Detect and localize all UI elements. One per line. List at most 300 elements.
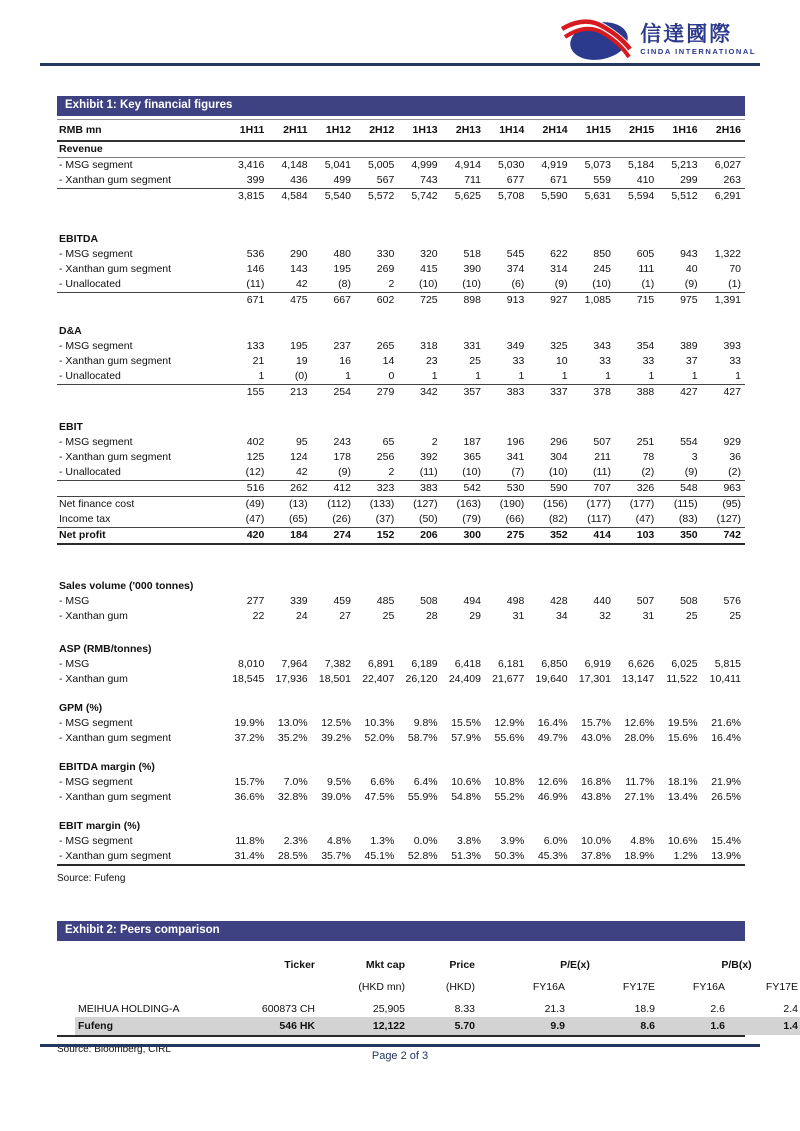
cell: 33 <box>729 355 741 367</box>
cell <box>355 420 398 435</box>
cell: 25 <box>729 610 741 622</box>
cell: 415 <box>420 263 438 275</box>
cell: 1H12 <box>312 120 355 142</box>
cell: 25 <box>685 610 698 622</box>
cell <box>398 141 441 158</box>
table-row <box>57 849 745 865</box>
cell: 213 <box>268 385 311 401</box>
cell <box>702 232 745 247</box>
cell: 546 HK <box>205 1017 325 1035</box>
cell: 211 <box>594 451 611 463</box>
cell: (6) <box>511 278 525 290</box>
row-label: - Xanthan gum segment <box>59 791 172 803</box>
cell: 13.9% <box>711 850 741 862</box>
table-row <box>57 385 745 401</box>
cell: 12.5% <box>321 717 351 729</box>
cell: (10) <box>592 278 611 290</box>
cell <box>615 579 658 594</box>
cell: (127) <box>716 513 741 525</box>
cell: 4,148 <box>281 159 308 171</box>
cell <box>398 760 441 775</box>
cell: 125 <box>246 451 265 463</box>
cell <box>615 420 658 435</box>
cell <box>572 701 615 716</box>
cell: 70 <box>729 263 741 275</box>
cell <box>528 642 571 657</box>
row-label: - Xanthan gum <box>59 673 128 685</box>
row-label: - MSG segment <box>59 340 133 352</box>
cell <box>528 579 571 594</box>
cell: 516 <box>225 481 268 497</box>
cell: 55.6% <box>494 732 525 744</box>
table-row <box>57 204 745 232</box>
cell <box>442 232 485 247</box>
cell: (117) <box>587 513 611 525</box>
cell: 18.9% <box>624 850 655 862</box>
cell: 4.8% <box>630 835 655 847</box>
cell <box>572 324 615 339</box>
cell: (83) <box>678 513 698 525</box>
cell: 15.6% <box>667 732 698 744</box>
cell: 206 <box>398 528 441 545</box>
cell <box>57 400 745 420</box>
cell <box>57 805 745 819</box>
cell: 383 <box>485 385 528 401</box>
cell: 1 <box>735 370 741 382</box>
cell: 508 <box>420 595 438 607</box>
cell: 15.7% <box>581 717 611 729</box>
cell: 78 <box>642 451 655 463</box>
cell: 237 <box>333 340 351 352</box>
cell: 499 <box>333 174 351 186</box>
table-row <box>57 465 745 481</box>
cell <box>442 642 485 657</box>
cell: 43.8% <box>581 791 611 803</box>
cell: 33 <box>512 355 525 367</box>
cell: 428 <box>550 595 568 607</box>
cell: 37.8% <box>581 850 611 862</box>
row-label: Fufeng <box>75 1017 205 1035</box>
cell: 1H16 <box>658 120 701 142</box>
cell: 536 <box>246 248 265 260</box>
cell: 184 <box>268 528 311 545</box>
cell <box>702 420 745 435</box>
cell: 21.3 <box>544 1003 565 1015</box>
cinda-logo-icon <box>561 16 633 64</box>
cell <box>355 324 398 339</box>
cell: 567 <box>376 174 395 186</box>
table-row <box>57 834 745 849</box>
cell: 323 <box>355 481 398 497</box>
cell: 545 <box>506 248 525 260</box>
cell: 2.4 <box>783 1003 799 1015</box>
cell <box>268 420 311 435</box>
cell: 5.70 <box>415 1017 485 1035</box>
cell: 342 <box>398 385 441 401</box>
cell <box>205 979 325 1001</box>
cell: 21.6% <box>711 717 741 729</box>
footer-rule <box>40 1044 760 1047</box>
exhibit1-title-banner: Exhibit 1: Key financial figures <box>57 96 745 116</box>
cell: 5,005 <box>368 159 395 171</box>
cell <box>485 579 528 594</box>
cell: 390 <box>463 263 481 275</box>
cell: 245 <box>593 263 611 275</box>
cell: (47) <box>635 513 655 525</box>
row-label: - Unallocated <box>59 466 121 478</box>
cell: (49) <box>245 498 265 510</box>
cell: (66) <box>505 513 525 525</box>
cell: 111 <box>638 263 655 275</box>
cell: 195 <box>333 263 351 275</box>
table-row <box>57 609 745 624</box>
row-label: - Xanthan gum segment <box>59 451 172 463</box>
cell: 5,213 <box>671 159 698 171</box>
table-row <box>57 420 745 435</box>
cell: 16.4% <box>711 732 741 744</box>
cell: 18,501 <box>318 673 351 685</box>
cell: 195 <box>290 340 308 352</box>
cell: 412 <box>312 481 355 497</box>
cell: 8.6 <box>575 1017 665 1035</box>
cell: 388 <box>615 385 658 401</box>
cell <box>615 141 658 158</box>
cell: 7.0% <box>283 776 308 788</box>
cell <box>312 819 355 834</box>
cell <box>572 579 615 594</box>
cell: (11) <box>593 466 611 478</box>
table-row <box>57 497 745 513</box>
cell: 10,411 <box>709 673 741 685</box>
cell: 269 <box>376 263 395 275</box>
row-label: EBITDA <box>59 233 99 245</box>
cell: 1.2% <box>673 850 698 862</box>
cell: 1.6 <box>665 1017 735 1035</box>
cell: 6,919 <box>584 658 611 670</box>
cell: 6,025 <box>671 658 698 670</box>
cell: 15.4% <box>711 835 741 847</box>
row-label: - MSG segment <box>59 776 133 788</box>
cell: 39.2% <box>321 732 351 744</box>
cell: 9.9 <box>485 1017 575 1035</box>
cell: 743 <box>420 174 438 186</box>
table-row <box>57 716 745 731</box>
cell: 299 <box>680 174 698 186</box>
cell: 275 <box>485 528 528 545</box>
cell: 12.9% <box>494 717 525 729</box>
cell: Price <box>449 959 475 971</box>
peers-table-wrap <box>57 943 799 1037</box>
cell: 25 <box>469 355 481 367</box>
cell: Mkt cap <box>365 959 405 971</box>
table-row <box>57 579 745 594</box>
cell: 277 <box>246 595 265 607</box>
row-label <box>75 979 205 1001</box>
table-row <box>57 760 745 775</box>
cell: 605 <box>636 248 655 260</box>
cell: 11.7% <box>625 776 655 788</box>
cell: (10) <box>548 466 568 478</box>
cell: FY16A <box>692 981 726 993</box>
cell <box>312 232 355 247</box>
table-row <box>57 687 745 701</box>
cell: FY17E <box>622 981 656 993</box>
table-row <box>75 1017 800 1035</box>
cell: 542 <box>442 481 485 497</box>
cell <box>57 308 745 324</box>
cell: FY16A <box>532 981 565 993</box>
cell: 2 <box>388 466 395 478</box>
cell <box>57 624 745 642</box>
cell: 927 <box>528 293 571 309</box>
row-label: - Xanthan gum segment <box>59 850 172 862</box>
cell <box>398 819 441 834</box>
cell: 440 <box>593 595 611 607</box>
cell: 35.2% <box>277 732 308 744</box>
cell <box>442 819 485 834</box>
cell: (10) <box>462 466 481 478</box>
cell: 52.8% <box>407 850 438 862</box>
cell: 1 <box>605 370 611 382</box>
cell: 943 <box>680 248 698 260</box>
cell: (9) <box>684 466 698 478</box>
cell: (HKD) <box>445 981 475 993</box>
cell <box>702 141 745 158</box>
cell: (127) <box>413 498 438 510</box>
cell <box>572 420 615 435</box>
cell: 31 <box>642 610 655 622</box>
cell: 37.2% <box>234 732 265 744</box>
cell: 14 <box>382 355 395 367</box>
cell: 5,590 <box>528 189 571 205</box>
cell: 243 <box>333 436 351 448</box>
cell <box>355 760 398 775</box>
cell: 5,073 <box>584 159 611 171</box>
cell: 414 <box>572 528 615 545</box>
cell: 124 <box>290 451 308 463</box>
cell: 365 <box>463 451 481 463</box>
cell: 383 <box>398 481 441 497</box>
exhibit1-source: Source: Fufeng <box>57 873 126 884</box>
table-row <box>57 308 745 324</box>
cell: 304 <box>550 451 568 463</box>
cell: 10.6% <box>667 835 698 847</box>
cell: 671 <box>225 293 268 309</box>
cell <box>485 701 528 716</box>
cell: 410 <box>636 174 655 186</box>
cell: 26.5% <box>711 791 741 803</box>
cell <box>528 324 571 339</box>
cell: 1,322 <box>714 248 741 260</box>
exhibit2-source: Source: Bloomberg, CIRL <box>57 1044 171 1055</box>
cell: 36 <box>729 451 741 463</box>
cell: (2) <box>641 466 655 478</box>
cell <box>658 701 701 716</box>
cell: 17,301 <box>578 673 611 685</box>
row-label: Income tax <box>59 513 111 525</box>
cell: 1 <box>258 370 265 382</box>
cell: 10.8% <box>494 776 525 788</box>
cell <box>312 701 355 716</box>
cell: (12) <box>245 466 265 478</box>
cell: 622 <box>550 248 568 260</box>
table-row <box>57 528 745 545</box>
cell: 37 <box>685 355 698 367</box>
cell: 133 <box>246 340 265 352</box>
cell: 152 <box>355 528 398 545</box>
cell: 975 <box>658 293 701 309</box>
cell: 2 <box>388 278 395 290</box>
cell: 1H14 <box>485 120 528 142</box>
cell: 300 <box>442 528 485 545</box>
cell: 263 <box>723 174 741 186</box>
page-number: Page 2 of 3 <box>371 1050 429 1062</box>
cell <box>268 819 311 834</box>
cell: 508 <box>680 595 698 607</box>
cell: P/B(x) <box>721 959 752 971</box>
row-label: - Xanthan gum segment <box>59 263 172 275</box>
cell <box>615 642 658 657</box>
cell: 33 <box>642 355 655 367</box>
cell: 913 <box>485 293 528 309</box>
cell: 7,382 <box>324 658 351 670</box>
cell: 548 <box>658 481 701 497</box>
cell: 357 <box>442 385 485 401</box>
cell: 10.3% <box>364 717 395 729</box>
cell: 339 <box>290 595 308 607</box>
row-label: MEIHUA HOLDING-A <box>78 1003 180 1015</box>
cell: 12.6% <box>537 776 568 788</box>
cell <box>225 420 268 435</box>
cell: P/E(x) <box>560 959 590 971</box>
cell: 677 <box>506 174 525 186</box>
cell: 498 <box>506 595 525 607</box>
cell: 178 <box>333 451 351 463</box>
cell: 24 <box>295 610 308 622</box>
cell: 600873 CH <box>261 1003 315 1015</box>
cell: 2H16 <box>702 120 745 142</box>
cell: 480 <box>333 248 351 260</box>
cell <box>442 420 485 435</box>
cell: 393 <box>723 340 741 352</box>
row-label: - Xanthan gum segment <box>59 174 172 186</box>
cell <box>312 760 355 775</box>
cell <box>442 141 485 158</box>
row-label: - MSG segment <box>59 248 133 260</box>
cell <box>485 141 528 158</box>
cell: 742 <box>702 528 745 545</box>
cell: 50.3% <box>494 850 525 862</box>
cell: 5,184 <box>628 159 655 171</box>
cell <box>702 642 745 657</box>
table-row <box>57 324 745 339</box>
cell: (177) <box>629 498 655 510</box>
row-label: - Unallocated <box>59 370 121 382</box>
cell: 15.7% <box>234 776 265 788</box>
cell: 378 <box>572 385 615 401</box>
cell: 290 <box>290 248 308 260</box>
table-row <box>57 642 745 657</box>
cell: 51.3% <box>451 850 481 862</box>
cell: 40 <box>685 263 698 275</box>
cell <box>442 760 485 775</box>
cell: 715 <box>615 293 658 309</box>
cell: 21 <box>252 355 265 367</box>
cell: 0 <box>388 370 395 382</box>
cell <box>485 760 528 775</box>
cell: (13) <box>288 498 308 510</box>
cell <box>572 141 615 158</box>
table-row <box>57 731 745 746</box>
cell: 850 <box>593 248 611 260</box>
cell: 554 <box>680 436 698 448</box>
row-label: - Xanthan gum <box>59 610 128 622</box>
cell <box>268 642 311 657</box>
row-label: Revenue <box>57 141 225 158</box>
cell <box>398 420 441 435</box>
table-row <box>57 339 745 354</box>
cell: 21.9% <box>711 776 741 788</box>
cell: 31.4% <box>234 850 265 862</box>
cell: 45.3% <box>537 850 568 862</box>
cell <box>702 819 745 834</box>
cell <box>658 819 701 834</box>
cell <box>658 324 701 339</box>
cell: 25 <box>382 610 395 622</box>
table-row <box>57 400 745 420</box>
cell: 6,291 <box>702 189 745 205</box>
cell: 155 <box>225 385 268 401</box>
cell <box>658 420 701 435</box>
logo-english-name: CINDA INTERNATIONAL <box>640 47 756 56</box>
cell <box>312 420 355 435</box>
cell: 24,409 <box>448 673 481 685</box>
cell: 1H11 <box>225 120 268 142</box>
row-label: - MSG segment <box>59 717 133 729</box>
cell: 54.8% <box>451 791 481 803</box>
row-label: GPM (%) <box>59 702 103 714</box>
cell: 5,742 <box>398 189 441 205</box>
cell: 1,085 <box>572 293 615 309</box>
cell: 9.8% <box>413 717 438 729</box>
cell: 42 <box>295 466 308 478</box>
cell: 507 <box>593 436 611 448</box>
row-label: - Xanthan gum segment <box>59 355 172 367</box>
cell: 103 <box>615 528 658 545</box>
table-row <box>57 369 745 385</box>
cell: 3.8% <box>457 835 481 847</box>
cinda-logo-text <box>640 24 756 56</box>
cell: 5,030 <box>498 159 525 171</box>
cell: 707 <box>572 481 615 497</box>
cell: 187 <box>463 436 481 448</box>
cell: 6,850 <box>541 658 568 670</box>
cell: 725 <box>398 293 441 309</box>
cell: 11.8% <box>235 835 265 847</box>
cell <box>658 141 701 158</box>
cell <box>268 701 311 716</box>
row-label: - MSG segment <box>59 436 133 448</box>
cell <box>57 746 745 760</box>
cell: FY17E <box>765 981 799 993</box>
cell <box>615 819 658 834</box>
cell: 2H11 <box>268 120 311 142</box>
row-label: RMB mn <box>57 120 225 142</box>
cell: 6.0% <box>543 835 568 847</box>
cell: 6.4% <box>413 776 438 788</box>
cell: 2.6 <box>710 1003 726 1015</box>
cell <box>485 642 528 657</box>
